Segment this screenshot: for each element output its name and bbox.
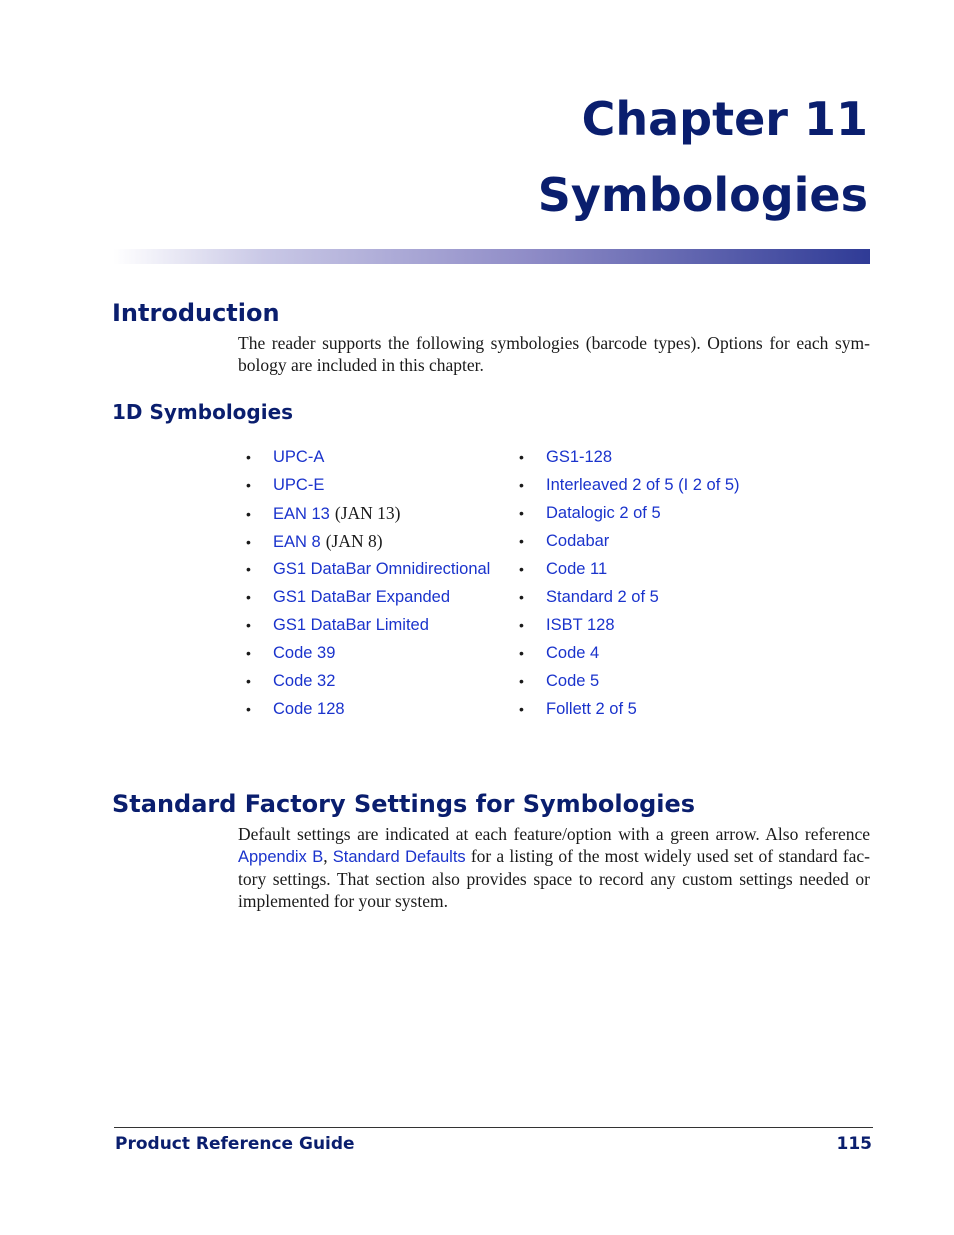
bullet-icon: • [246,645,251,661]
list-item [519,558,740,586]
list-item [519,474,740,502]
symbology-list-right [519,446,740,726]
symbology-link[interactable]: UPC-E [273,476,325,494]
symbology-link[interactable]: Code 128 [273,700,345,718]
list-item [519,586,740,614]
list-item [519,614,740,642]
list-item [519,530,740,558]
bullet-icon: • [519,589,524,605]
list-item [246,558,490,586]
bullet-icon: • [519,561,524,577]
bullet-icon: • [246,561,251,577]
symbology-note: (JAN 8) [325,531,383,551]
bullet-icon: • [246,673,251,689]
bullet-icon: • [246,506,251,522]
introduction-heading: Introduction [112,299,280,327]
symbology-link[interactable]: GS1 DataBar Omnidirectional [273,560,491,578]
bullet-icon: • [519,617,524,633]
symbology-link[interactable]: Code 32 [273,672,336,690]
list-item [246,698,490,726]
footer-divider [114,1127,873,1128]
symbology-link[interactable]: EAN 13 [273,505,330,523]
introduction-body: The reader supports the following symbologies (barcode types). Options for each sym-bology are included in this chapter. [238,333,870,375]
list-item [519,670,740,698]
bullet-icon: • [519,645,524,661]
bullet-icon: • [246,477,251,493]
list-item [519,642,740,670]
link-separator: , [323,846,333,866]
symbologies-1d-heading: 1D Symbologies [112,400,294,424]
standard-defaults-link[interactable]: Standard Defaults [332,848,466,866]
factory-settings-text-before: Default settings are indicated at each feature/option with a green arrow. Also reference [238,824,870,844]
list-item [246,642,490,670]
bullet-icon: • [519,449,524,465]
symbology-link[interactable]: GS1 DataBar Limited [273,616,429,634]
list-item [519,502,740,530]
symbology-link[interactable]: Code 4 [546,644,600,662]
appendix-b-link[interactable]: Appendix B [238,848,324,866]
bullet-icon: • [246,449,251,465]
list-item [246,446,490,474]
symbology-link[interactable]: Code 5 [546,672,600,690]
symbology-link[interactable]: Code 11 [546,560,608,578]
symbology-link[interactable]: GS1 DataBar Expanded [273,588,451,606]
bullet-icon: • [519,533,524,549]
symbology-link[interactable]: EAN 8 [273,533,321,551]
bullet-icon: • [246,589,251,605]
symbology-link[interactable]: Datalogic 2 of 5 [546,504,661,522]
list-item [246,474,490,502]
symbology-link[interactable]: UPC-A [273,448,325,466]
list-item [246,502,490,530]
symbology-link[interactable]: GS1-128 [546,448,613,466]
factory-settings-text-after: for a listing of the most widely used set of standard fac-tory settings. That section also provides space to record any custom settings needed or implemented for your system. [238,846,870,911]
bullet-icon: • [519,701,524,717]
bullet-icon: • [246,617,251,633]
symbology-list-left [246,446,490,726]
symbology-link[interactable]: Interleaved 2 of 5 (I 2 of 5) [546,476,740,494]
list-item [519,698,740,726]
list-item [246,586,490,614]
footer-guide-title: Product Reference Guide [115,1134,355,1154]
list-item [246,614,490,642]
list-item [519,446,740,474]
chapter-number: Chapter 11 [581,92,868,146]
chapter-gradient-bar [113,249,870,264]
bullet-icon: • [246,534,251,550]
symbology-link[interactable]: Follett 2 of 5 [546,700,637,718]
factory-settings-body [238,823,870,912]
list-item [246,670,490,698]
bullet-icon: • [519,505,524,521]
symbology-link[interactable]: Standard 2 of 5 [546,588,659,606]
bullet-icon: • [519,673,524,689]
bullet-icon: • [246,701,251,717]
symbology-link[interactable]: Code 39 [273,644,336,662]
list-item [246,530,490,558]
symbology-link[interactable]: ISBT 128 [546,616,615,634]
chapter-title: Symbologies [537,168,868,222]
symbology-link[interactable]: Codabar [546,532,610,550]
footer-page-number: 115 [836,1134,872,1154]
symbology-note: (JAN 13) [334,503,401,523]
bullet-icon: • [519,477,524,493]
factory-settings-heading: Standard Factory Settings for Symbologies [112,790,696,818]
